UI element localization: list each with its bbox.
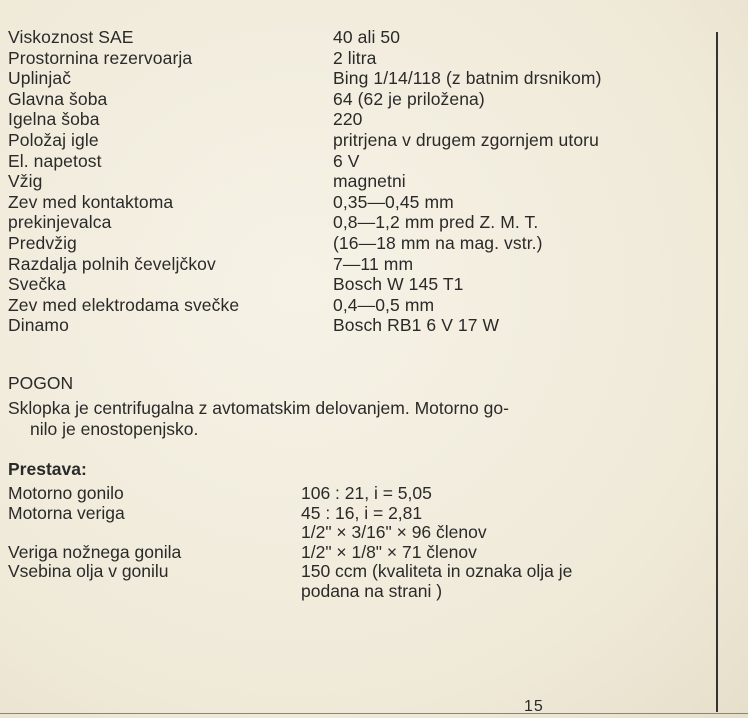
spec-label: Zev med kontaktoma <box>8 192 174 212</box>
transmission-value: 106 : 21, i = 5,05 <box>301 483 432 503</box>
spec-label: Vžig <box>8 171 43 191</box>
spec-label: prekinjevalca <box>8 212 112 232</box>
transmission-label: Vsebina olja v gonilu <box>8 561 169 581</box>
spec-value: Bosch W 145 T1 <box>333 274 464 294</box>
spec-label: Igelna šoba <box>8 109 100 129</box>
transmission-label: Veriga nožnega gonila <box>8 542 182 562</box>
pogon-line-1: Sklopka je centrifugalna z avtomatskim delovanjem. Motorno go- <box>8 398 509 418</box>
spec-value: pritrjena v drugem zgornjem utoru <box>333 130 599 150</box>
transmission-value: 1/2" × 3/16" × 96 členov <box>301 522 487 542</box>
spec-value: 6 V <box>333 151 360 171</box>
spec-label: Zev med elektrodama svečke <box>8 295 240 315</box>
spec-label: El. napetost <box>8 151 102 171</box>
margin-rule <box>716 32 718 712</box>
spec-label: Viskoznost SAE <box>8 27 134 47</box>
spec-value: 64 (62 je priložena) <box>333 89 485 109</box>
section-title-pogon: POGON <box>8 373 74 393</box>
spec-label: Dinamo <box>8 315 69 335</box>
spec-label: Položaj igle <box>8 130 99 150</box>
spec-value: 7—11 mm <box>333 254 414 274</box>
spec-value: 0,4—0,5 mm <box>333 295 435 315</box>
transmission-value: 1/2" × 1/8" × 71 členov <box>301 542 477 562</box>
spec-value: 220 <box>333 109 363 129</box>
page-number: 15 <box>524 698 544 715</box>
bottom-edge <box>0 713 748 714</box>
spec-label: Svečka <box>8 274 66 294</box>
spec-value: 0,35—0,45 mm <box>333 192 454 212</box>
transmission-value: podana na strani ) <box>301 581 443 601</box>
spec-value: (16—18 mm na mag. vstr.) <box>333 233 543 253</box>
spec-label: Uplinjač <box>8 68 72 88</box>
transmission-label: Motorno gonilo <box>8 483 124 503</box>
transmission-value: 45 : 16, i = 2,81 <box>301 503 423 523</box>
pogon-line-2: nilo je enostopenjsko. <box>30 419 199 439</box>
spec-label: Glavna šoba <box>8 89 108 109</box>
spec-label: Prostornina rezervoarja <box>8 48 193 68</box>
spec-value: magnetni <box>333 171 406 191</box>
transmission-value: 150 ccm (kvaliteta in oznaka olja je <box>301 561 573 581</box>
spec-value: Bosch RB1 6 V 17 W <box>333 315 500 335</box>
spec-value: 40 ali 50 <box>333 27 401 47</box>
spec-label: Predvžig <box>8 233 77 253</box>
spec-value: 0,8—1,2 mm pred Z. M. T. <box>333 212 539 232</box>
spec-value: 2 litra <box>333 48 377 68</box>
pogon-paragraph <box>8 398 708 440</box>
prestava-heading: Prestava: <box>8 459 87 479</box>
transmission-label: Motorna veriga <box>8 503 125 523</box>
spec-label: Razdalja polnih čeveljčkov <box>8 254 216 274</box>
spec-value: Bing 1/14/118 (z batnim drsnikom) <box>333 68 602 88</box>
